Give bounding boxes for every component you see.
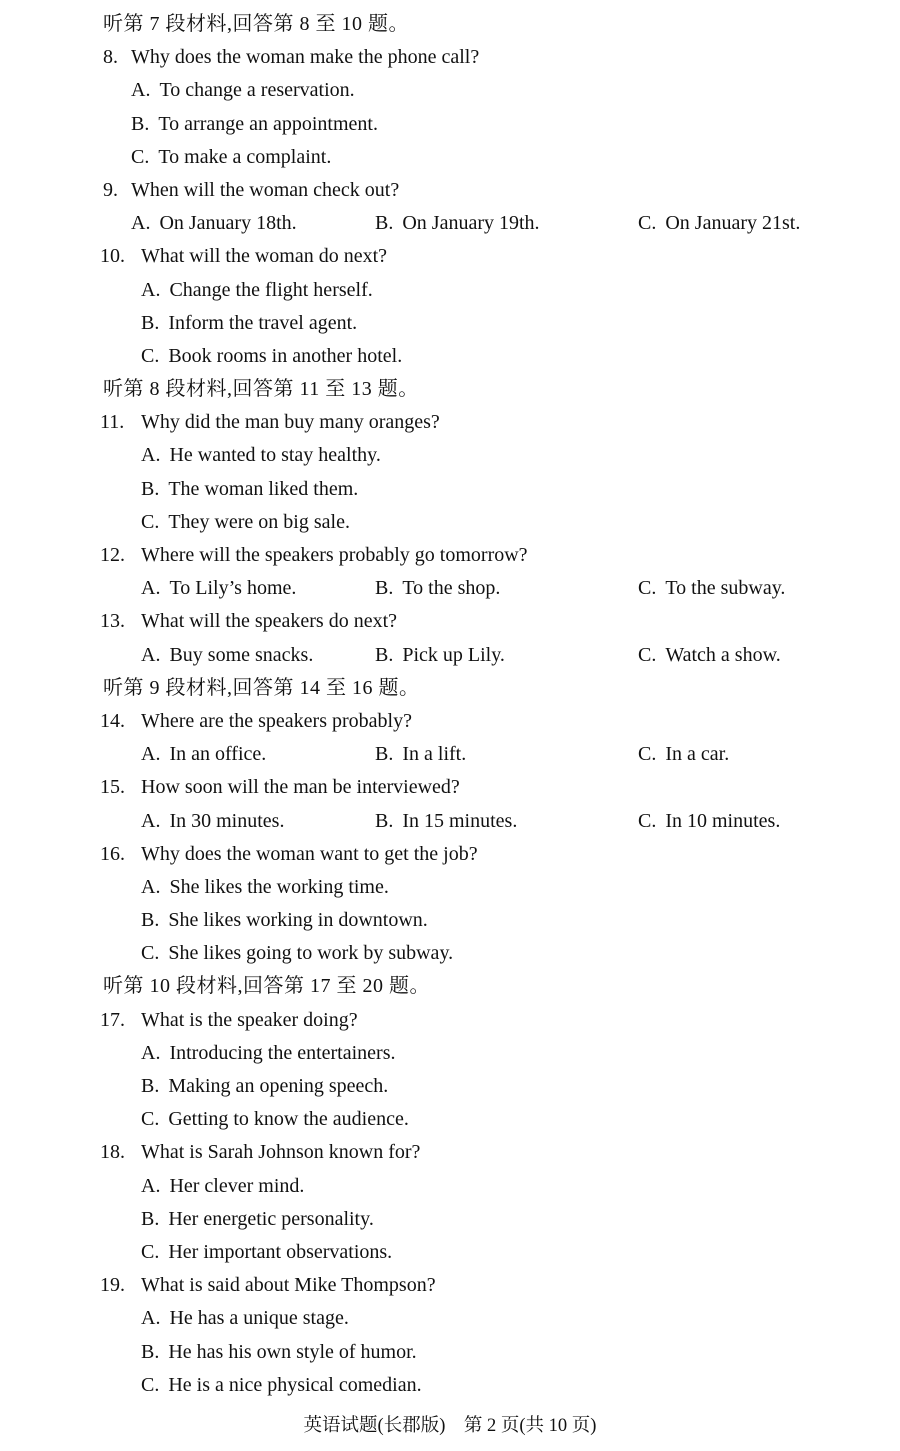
question-number: 15. <box>100 776 125 799</box>
option-label: A. <box>131 212 151 235</box>
option-text: To make a complaint. <box>158 145 332 168</box>
option <box>103 506 880 539</box>
question-stem: Where are the speakers probably? <box>141 709 412 732</box>
option-label: C. <box>638 643 657 666</box>
option-label: C. <box>638 577 657 600</box>
option-text: To Lily’s home. <box>169 577 297 600</box>
option <box>103 1336 880 1369</box>
option-text: To arrange an appointment. <box>158 112 378 135</box>
option-label: B. <box>141 477 160 500</box>
option-text: Watch a show. <box>665 643 781 666</box>
option-label: A. <box>141 875 161 898</box>
option-text: Her clever mind. <box>169 1174 305 1197</box>
question <box>100 539 880 572</box>
option-text: Inform the travel agent. <box>168 311 358 334</box>
option-label: C. <box>638 212 657 235</box>
option-text: In an office. <box>169 743 267 766</box>
question-stem: Why did the man buy many oranges? <box>141 411 440 434</box>
option-label: B. <box>131 112 150 135</box>
option-text: He has a unique stage. <box>169 1307 349 1330</box>
option-label: B. <box>375 743 394 766</box>
question-stem: What is the speaker doing? <box>141 1008 358 1031</box>
option-text: She likes the working time. <box>169 875 389 898</box>
option-text: On January 21st. <box>665 212 801 235</box>
option-label: A. <box>141 1174 161 1197</box>
option-label: B. <box>141 1075 160 1097</box>
question-stem: How soon will the man be interviewed? <box>141 776 460 799</box>
question-stem: What is said about Mike Thompson? <box>141 1274 436 1297</box>
option <box>103 207 297 240</box>
question <box>100 240 880 273</box>
question-stem: What is Sarah Johnson known for? <box>141 1141 421 1164</box>
option <box>375 738 466 771</box>
question <box>100 705 880 738</box>
option-text: Making an opening speech. <box>168 1075 389 1097</box>
option <box>103 1037 880 1070</box>
option-label: C. <box>131 145 150 168</box>
option-label: A. <box>141 1307 161 1330</box>
option-text: The woman liked them. <box>168 477 359 500</box>
option <box>103 108 880 141</box>
option-text: He has his own style of humor. <box>168 1340 417 1363</box>
material-header: 听第 7 段材料,回答第 8 至 10 题。 <box>103 13 409 35</box>
question-number: 16. <box>100 842 125 865</box>
option <box>638 738 729 771</box>
option <box>638 805 780 838</box>
option <box>103 340 880 373</box>
option <box>103 1170 880 1203</box>
option-label: C. <box>141 942 160 965</box>
option-row <box>103 639 880 672</box>
option-text: In 30 minutes. <box>169 809 285 832</box>
option <box>103 937 880 970</box>
option-text: In 10 minutes. <box>665 809 781 832</box>
option-text: Getting to know the audience. <box>168 1108 409 1131</box>
option-label: C. <box>141 510 160 533</box>
option-label: C. <box>638 743 657 766</box>
question-number: 9. <box>103 178 118 201</box>
question-stem: When will the woman check out? <box>131 178 400 201</box>
page-footer: 英语试题(长郡版) 第 2 页(共 10 页) <box>303 1416 597 1436</box>
option-text: She likes working in downtown. <box>168 909 428 932</box>
option-label: C. <box>638 809 657 832</box>
option-label: C. <box>141 1240 160 1263</box>
option-label: A. <box>141 577 161 600</box>
option-text: In a car. <box>665 743 730 766</box>
question <box>100 771 880 804</box>
option-text: On January 19th. <box>402 212 540 235</box>
option-text: Her important observations. <box>168 1240 393 1263</box>
option-label: B. <box>375 212 394 235</box>
option-row <box>103 738 880 771</box>
question-stem: Why does the woman make the phone call? <box>131 46 480 69</box>
option-text: In a lift. <box>402 743 467 766</box>
option-text: He wanted to stay healthy. <box>169 444 381 467</box>
option-text: They were on big sale. <box>168 510 350 533</box>
option <box>103 141 880 174</box>
option-label: B. <box>141 311 160 334</box>
option-text: Book rooms in another hotel. <box>168 344 403 367</box>
option-label: C. <box>141 1108 160 1131</box>
option-label: A. <box>141 643 161 666</box>
option-row <box>103 805 880 838</box>
option-text: On January 18th. <box>159 212 297 235</box>
option-label: B. <box>375 809 394 832</box>
question-number: 13. <box>100 610 125 633</box>
question-stem: Where will the speakers probably go tomorrow? <box>141 544 528 566</box>
option-label: A. <box>141 743 161 766</box>
option-text: To the shop. <box>402 577 501 600</box>
option-label: A. <box>131 79 151 102</box>
option-label: B. <box>141 1207 160 1230</box>
question <box>100 605 880 638</box>
option <box>103 274 880 307</box>
option <box>103 74 880 107</box>
option <box>375 639 505 672</box>
option <box>103 1302 880 1335</box>
option <box>103 738 266 771</box>
material-header: 听第 10 段材料,回答第 17 至 20 题。 <box>103 975 430 998</box>
option-label: A. <box>141 278 161 301</box>
option <box>103 1070 880 1103</box>
question <box>100 1136 880 1169</box>
question <box>100 1269 880 1302</box>
option <box>103 1369 880 1402</box>
question-number: 8. <box>103 46 118 69</box>
option-label: C. <box>141 344 160 367</box>
question-number: 11. <box>100 411 125 434</box>
exam-content <box>100 8 880 1402</box>
question <box>103 174 880 207</box>
option <box>638 639 781 672</box>
option-text: Pick up Lily. <box>402 643 505 666</box>
material-header: 听第 8 段材料,回答第 11 至 13 题。 <box>103 378 419 401</box>
option-text: In 15 minutes. <box>402 809 518 832</box>
option-label: B. <box>141 909 160 932</box>
option <box>375 805 517 838</box>
question <box>100 838 880 871</box>
option-text: He is a nice physical comedian. <box>168 1373 422 1396</box>
option <box>103 473 880 506</box>
option-label: C. <box>141 1373 160 1396</box>
option <box>103 871 880 904</box>
option-row <box>103 572 880 605</box>
option <box>103 1203 880 1236</box>
question-stem: What will the woman do next? <box>141 245 388 268</box>
question <box>100 406 880 439</box>
question-number: 17. <box>100 1008 125 1031</box>
question-number: 12. <box>100 544 125 566</box>
option <box>103 805 284 838</box>
option <box>375 572 500 605</box>
option-text: Her energetic personality. <box>168 1207 374 1230</box>
option <box>375 207 540 240</box>
option <box>638 207 800 240</box>
option <box>103 639 313 672</box>
option-text: To the subway. <box>665 577 786 600</box>
option-label: B. <box>375 577 394 600</box>
question-number: 10. <box>100 245 125 268</box>
option-label: A. <box>141 444 161 467</box>
option-text: Change the flight herself. <box>169 278 373 301</box>
option <box>103 1103 880 1136</box>
option <box>103 1236 880 1269</box>
option-text: Introducing the entertainers. <box>169 1041 396 1064</box>
material-header: 听第 9 段材料,回答第 14 至 16 题。 <box>103 676 420 699</box>
option-label: A. <box>141 1041 161 1064</box>
option <box>103 307 880 340</box>
question-stem: Why does the woman want to get the job? <box>141 842 478 865</box>
option-label: B. <box>141 1340 160 1363</box>
option <box>103 904 880 937</box>
option <box>103 439 880 472</box>
option-text: She likes going to work by subway. <box>168 942 454 965</box>
option-text: Buy some snacks. <box>169 643 314 666</box>
option <box>103 572 296 605</box>
option-label: A. <box>141 809 161 832</box>
question <box>103 41 880 74</box>
option-text: To change a reservation. <box>159 79 355 102</box>
option-label: B. <box>375 643 394 666</box>
question-number: 19. <box>100 1274 125 1297</box>
question <box>100 1004 880 1037</box>
option <box>638 572 785 605</box>
question-number: 14. <box>100 709 125 732</box>
question-stem: What will the speakers do next? <box>141 610 398 633</box>
option-row <box>103 207 880 240</box>
question-number: 18. <box>100 1141 125 1164</box>
